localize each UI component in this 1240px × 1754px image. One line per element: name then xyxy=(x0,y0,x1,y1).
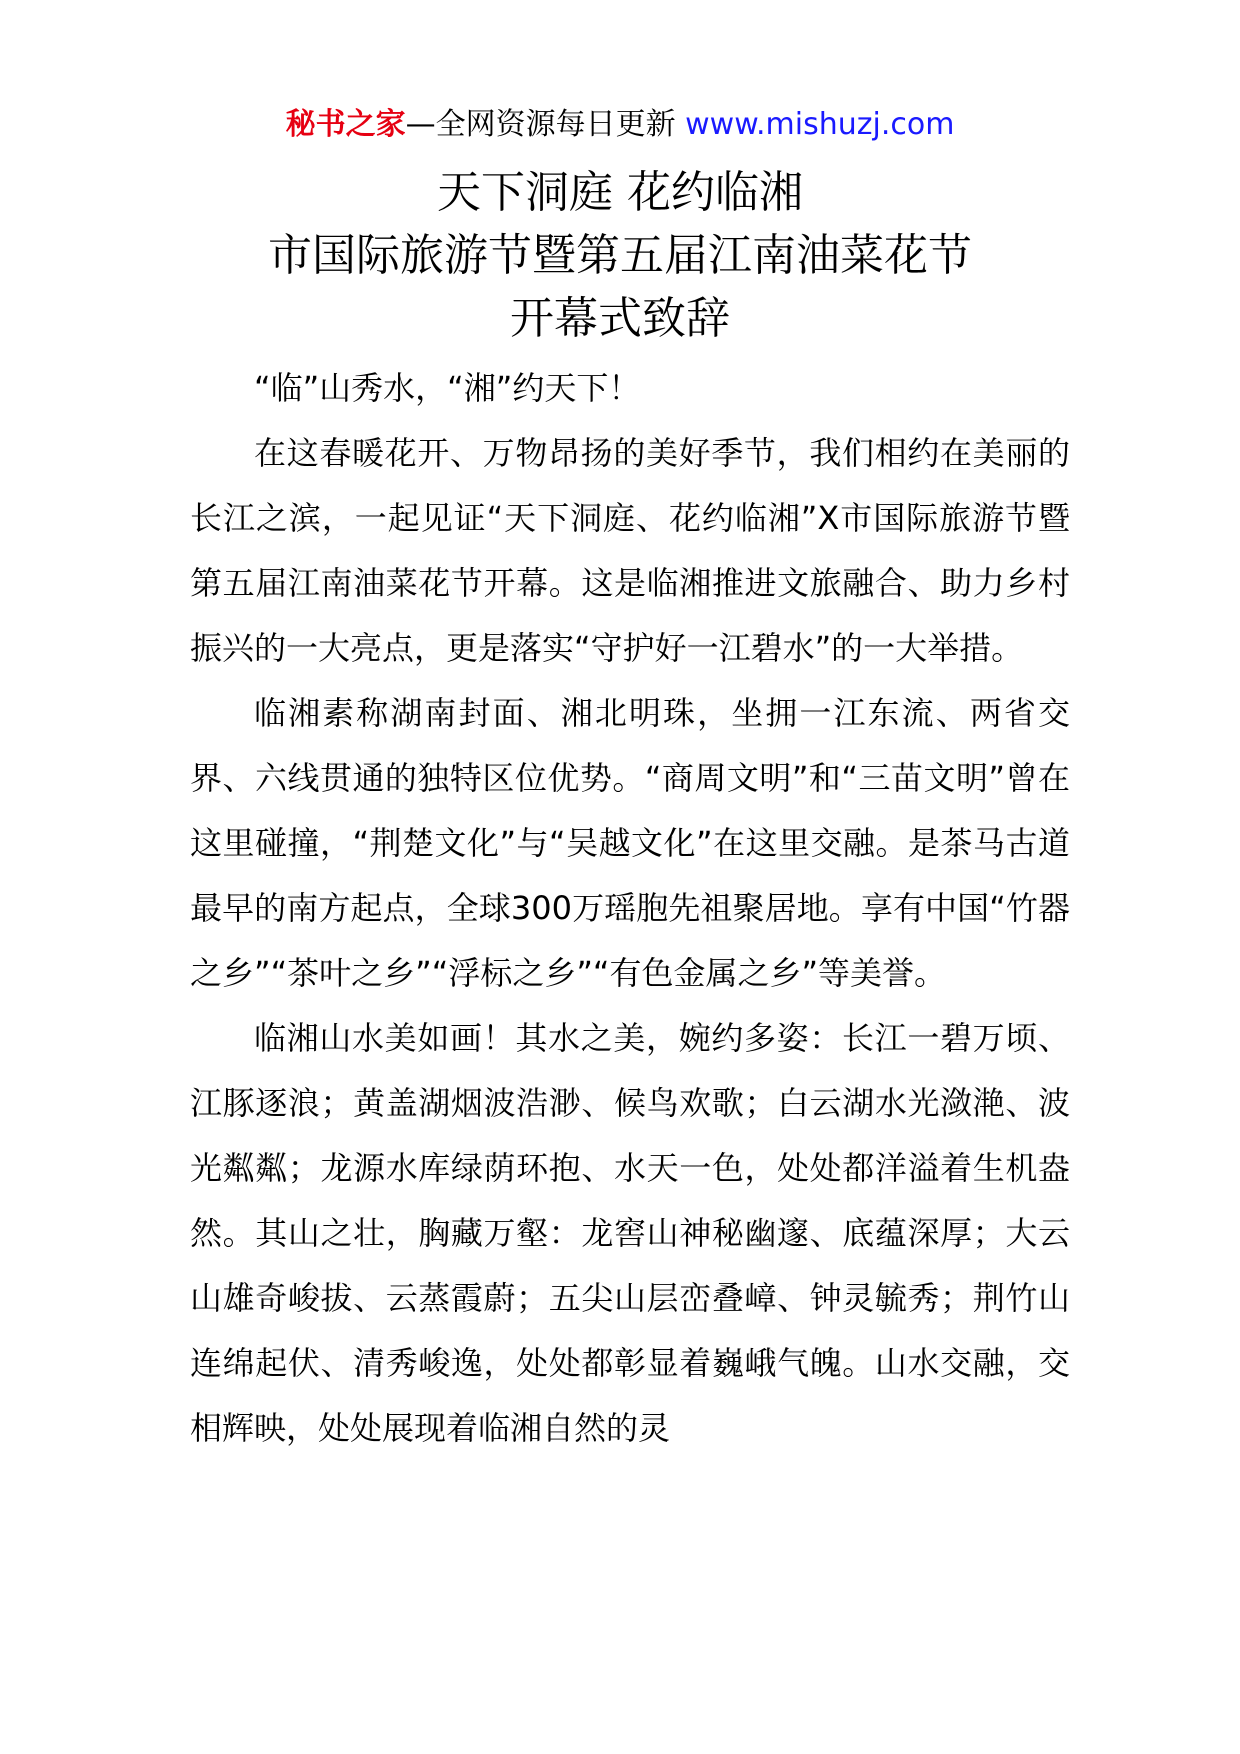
document-title-line-3: 开幕式致辞 xyxy=(510,293,730,344)
paragraph-landscape: 临湘山水美如画！其水之美，婉约多姿：长江一碧万顷、江豚逐浪；黄盖湖烟波浩渺、候鸟欢歌；白云湖水光潋滟、波光粼粼；龙源水库绿荫环抱、水天一色，处处都洋溢着生机盎然。其山之壮，胸藏万壑：龙窖山神秘幽邃、底蕴深厚；大云山雄奇峻拔、云蒸霞蔚；五尖山层峦叠嶂、钟灵毓秀；荆竹山连绵起伏、清秀峻逸，处处都彰显着巍峨气魄。山水交融，交相辉映，处处展现着临湘自然的灵 xyxy=(190,1019,1070,1447)
document-body xyxy=(190,356,1070,1461)
paragraph-opening: “临”山秀水，“湘”约天下！ xyxy=(254,369,641,407)
site-header xyxy=(0,100,1240,150)
site-brand-name: 秘书之家 xyxy=(285,107,406,142)
paragraph-greeting: 在这春暖花开、万物昂扬的美好季节，我们相约在美丽的长江之滨，一起见证“天下洞庭、花约临湘”X市国际旅游节暨第五届江南油菜花节开幕。这是临湘推进文旅融合、助力乡村振兴的一大亮点，更是落实“守护好一江碧水”的一大举措。 xyxy=(190,434,1070,667)
document-title-line-2: 市国际旅游节暨第五届江南油菜花节 xyxy=(268,230,972,281)
site-url-link[interactable]: www.mishuzj.com xyxy=(685,107,955,142)
site-tagline: —全网资源每日更新 xyxy=(405,107,676,142)
document-title-line-1: 天下洞庭 花约临湘 xyxy=(437,167,803,218)
paragraph-introduction: 临湘素称湖南封面、湘北明珠，坐拥一江东流、两省交界、六线贯通的独特区位优势。“商周文明”和“三苗文明”曾在这里碰撞，“荆楚文化”与“吴越文化”在这里交融。是茶马古道最早的南方起点，全球300万瑶胞先祖聚居地。享有中国“竹器之乡”“茶叶之乡”“浮标之乡”“有色金属之乡”等美誉。 xyxy=(190,694,1070,992)
